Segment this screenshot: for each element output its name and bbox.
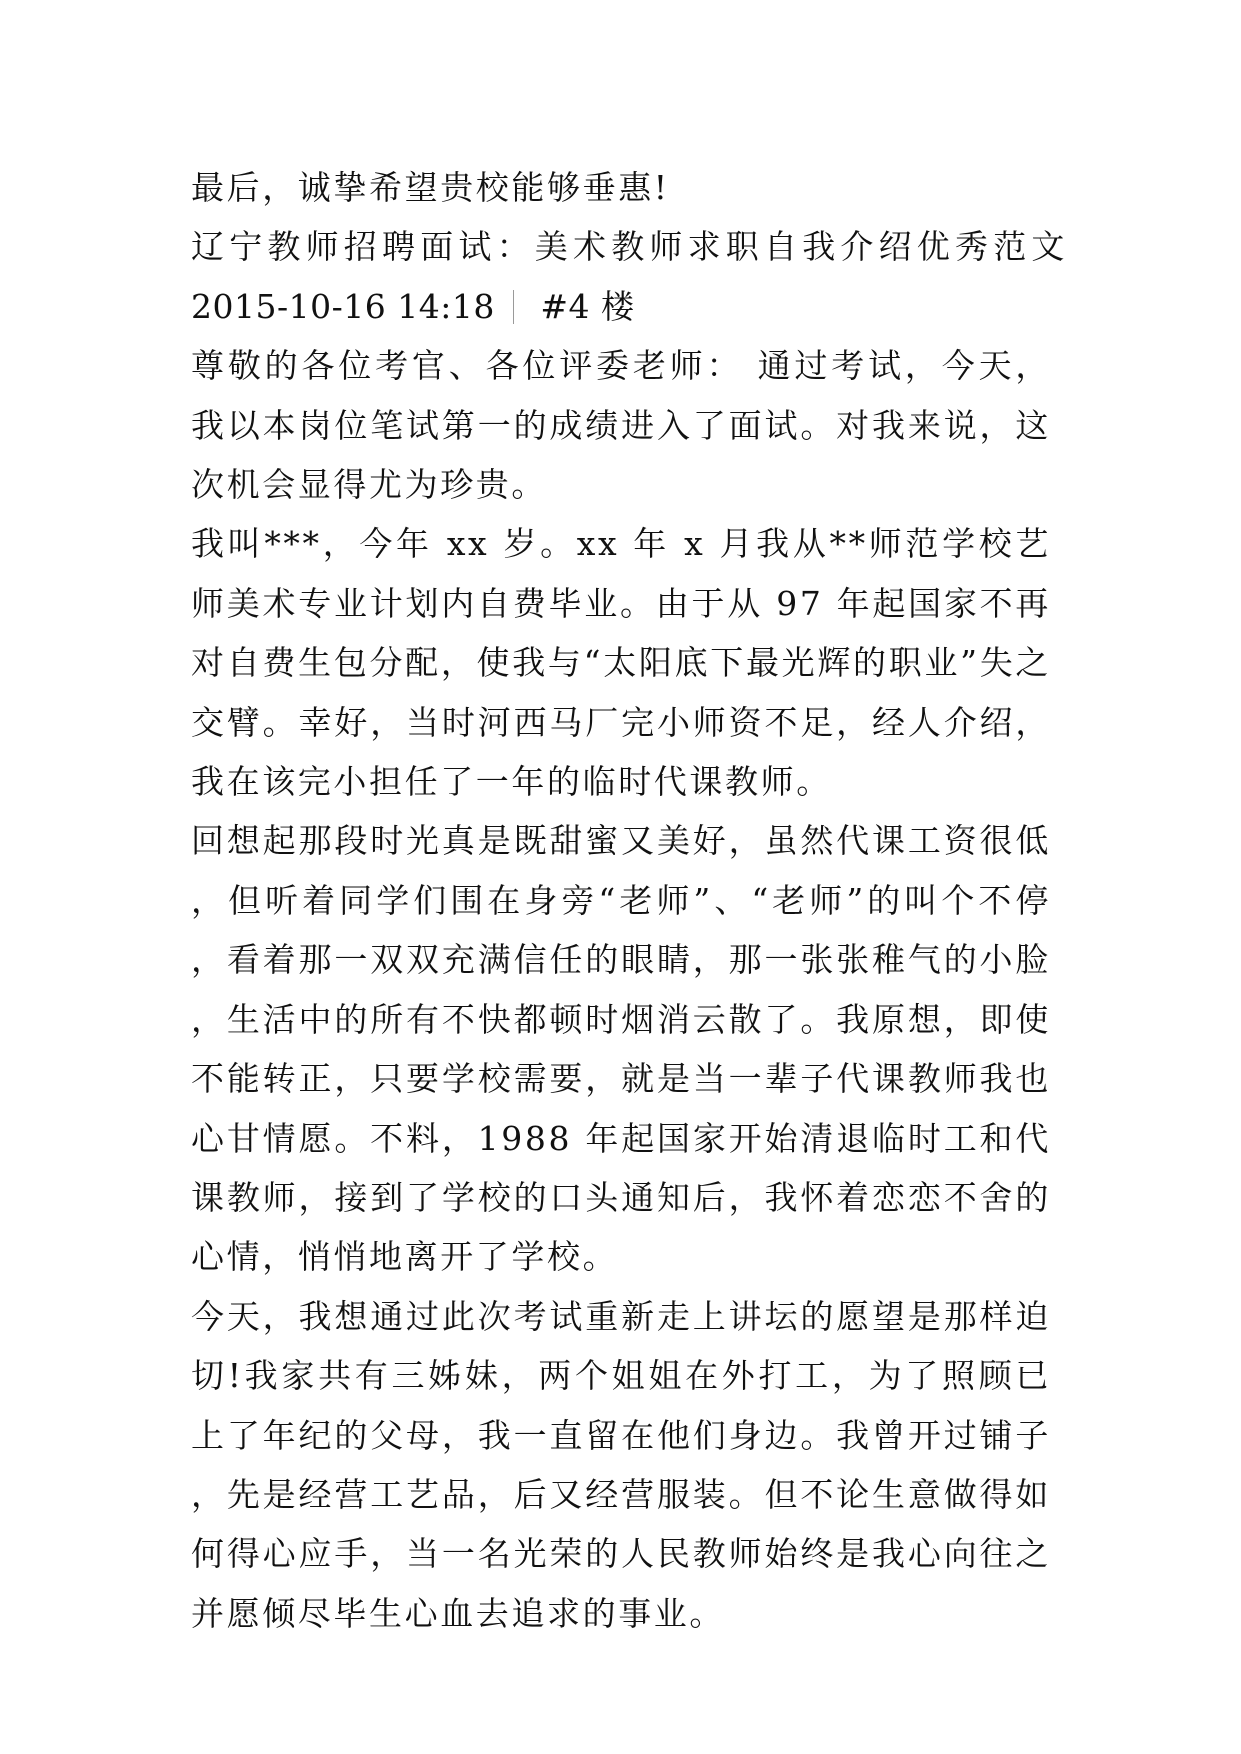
post-timestamp: 2015-10-16 14:18: [191, 286, 495, 326]
paragraph-greeting: 尊敬的各位考官、各位评委老师： 通过考试，今天，我以本岗位笔试第一的成绩进入了面试。对我来说，这次机会显得尤为珍贵。: [191, 346, 1051, 505]
paragraph-memories: 回想起那段时光真是既甜蜜又美好，虽然代课工资很低，但听着同学们围在身旁“老师”、“老师”的叫个不停，看着那一双双充满信任的眼睛，那一张张稚气的小脸，生活中的所有不快都顿时烟消云散了。我原想，即使不能转正，只要学校需要，就是当一辈子代课教师我也心甘情愿。不料，1988 年起国家开始清退临时工和代课教师，接到了学校的口头通知后，我怀着恋恋不舍的心情，悄悄地离开了学校。: [191, 821, 1051, 1277]
closing-line: 最后，诚挚希望贵校能够垂惠!: [191, 168, 670, 207]
post-meta: [191, 277, 1051, 336]
meta-divider: [513, 290, 515, 324]
paragraph-background: 我叫***，今年 xx 岁。xx 年 x 月我从**师范学校艺师美术专业计划内自费毕业。由于从 97 年起国家不再对自费生包分配，使我与“太阳底下最光辉的职业”失之交臂。幸好，当时河西马厂完小师资不足，经人介绍，我在该完小担任了一年的临时代课教师。: [191, 524, 1051, 802]
document-body: [191, 158, 1070, 1643]
article-title: 辽宁教师招聘面试：美术教师求职自我介绍优秀范文: [191, 227, 1070, 267]
post-floor: #4 楼: [540, 286, 635, 326]
paragraph-aspiration: 今天，我想通过此次考试重新走上讲坛的愿望是那样迫切!我家共有三姊妹，两个姐姐在外打工，为了照顾已上了年纪的父母，我一直留在他们身边。我曾开过铺子，先是经营工艺品，后又经营服装。但不论生意做得如何得心应手，当一名光荣的人民教师始终是我心向往之并愿倾尽毕生心血去追求的事业。: [191, 1296, 1051, 1633]
